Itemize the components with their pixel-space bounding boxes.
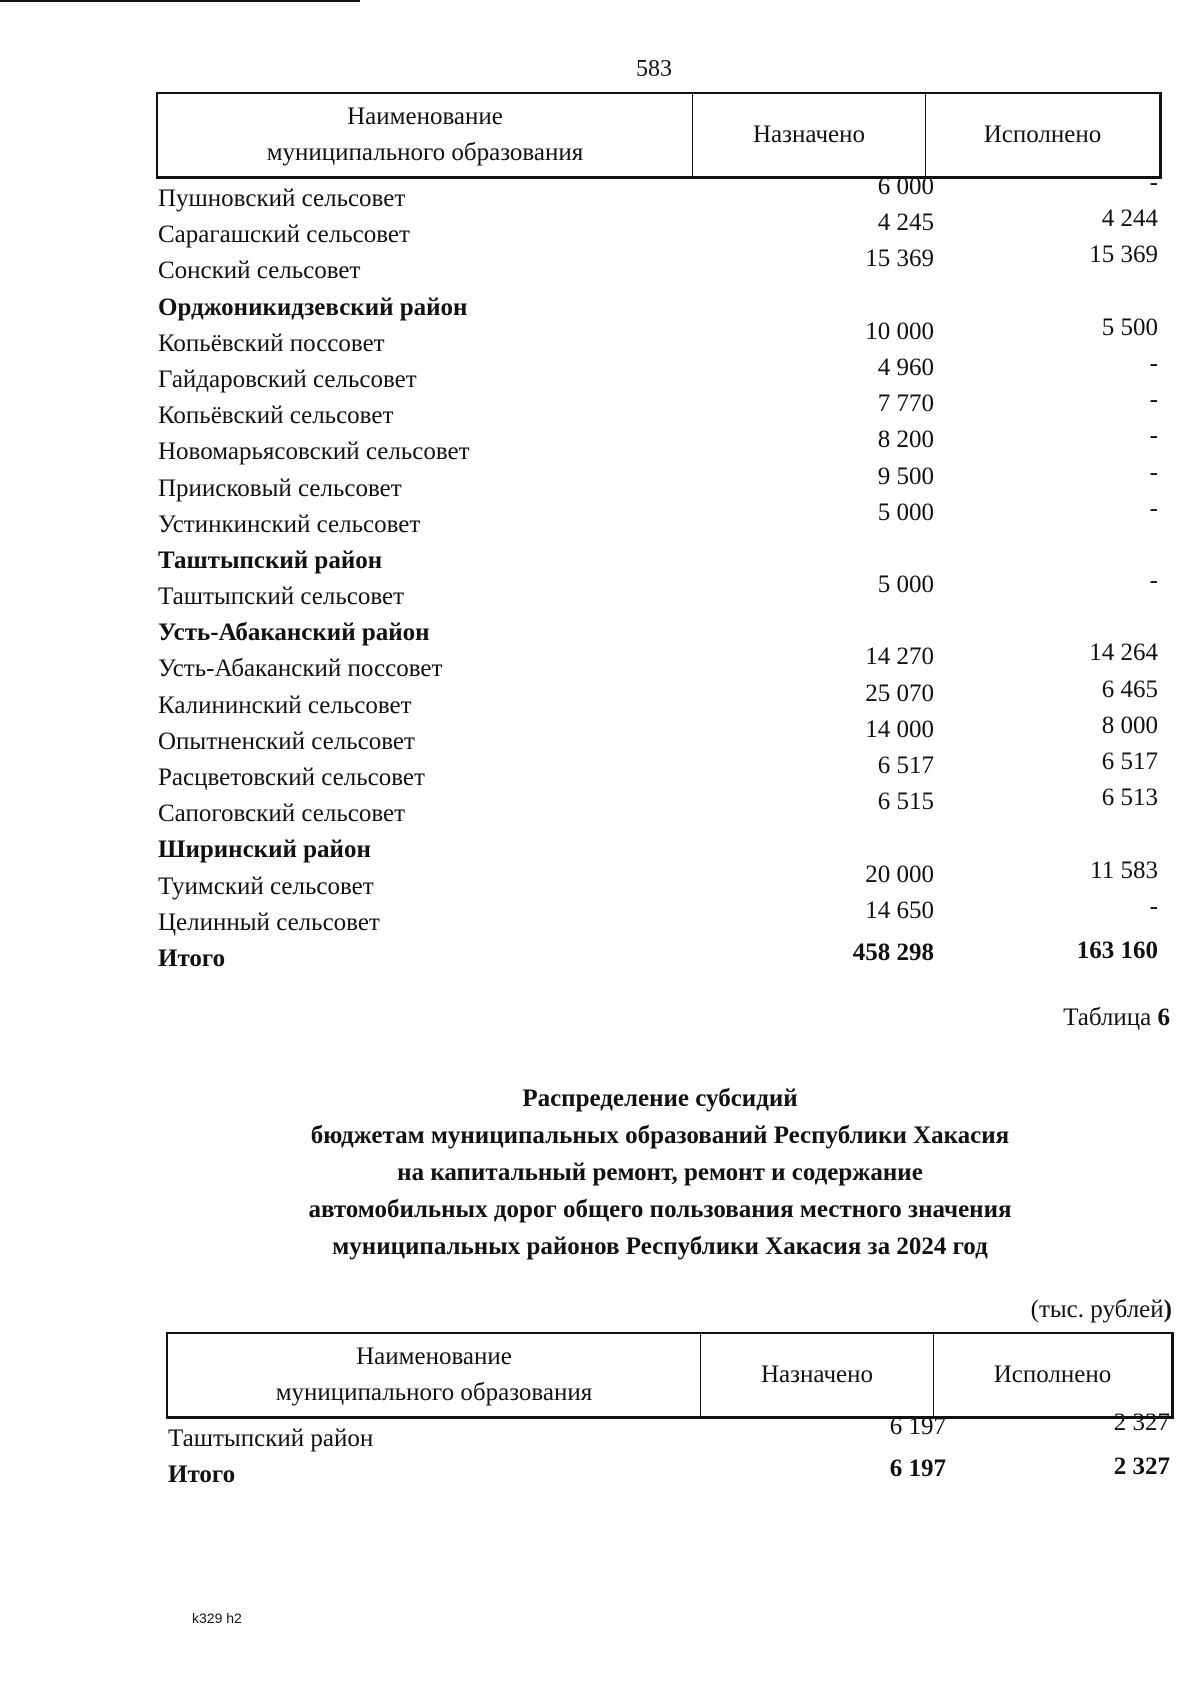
table-row bbox=[156, 567, 1162, 613]
title-line: Распределение субсидий bbox=[522, 1085, 798, 1112]
footer-code: k329 h2 bbox=[192, 1610, 242, 1626]
table-label-prefix: Таблица bbox=[1063, 1004, 1158, 1031]
table-2-body bbox=[166, 1409, 1174, 1491]
header-assigned: Назначено bbox=[693, 94, 926, 176]
table-row bbox=[156, 458, 1162, 505]
row-assigned: 5 000 bbox=[877, 498, 934, 526]
group-row bbox=[156, 288, 1162, 324]
row-assigned: 4 245 bbox=[877, 209, 934, 237]
row-assigned: 15 369 bbox=[865, 245, 934, 273]
row-name: Таштыпский район bbox=[158, 546, 383, 574]
row-name: Туимский сельсовет bbox=[158, 872, 374, 900]
row-assigned: 6 000 bbox=[877, 173, 934, 200]
row-executed: 6 517 bbox=[1101, 748, 1158, 775]
title-line: муниципальных районов Республики Хакасия за 2024 год bbox=[332, 1233, 988, 1260]
row-executed: 4 244 bbox=[1101, 205, 1158, 233]
row-executed: - bbox=[1149, 386, 1158, 414]
row-name: Опытненский сельсовет bbox=[158, 727, 415, 755]
row-name: Таштыпский сельсовет bbox=[158, 583, 404, 611]
header-assigned: Назначено bbox=[701, 1334, 934, 1416]
row-name: Пушновский сельсовет bbox=[158, 185, 406, 212]
header-name-cell bbox=[158, 94, 693, 176]
header-name-cell bbox=[168, 1334, 701, 1416]
table-row bbox=[156, 313, 1162, 360]
group-row bbox=[156, 541, 1162, 577]
page-number: 583 bbox=[636, 56, 672, 82]
row-executed: - bbox=[1149, 458, 1158, 486]
row-name: Копьёвский поссовет bbox=[158, 329, 385, 357]
row-name: Новомарьясовский сельсовет bbox=[158, 438, 470, 466]
row-name: Орджоникидзевский район bbox=[158, 293, 468, 321]
row-executed: 14 264 bbox=[1089, 639, 1158, 667]
row-name: Итого bbox=[168, 1461, 236, 1489]
row-executed: 2 327 bbox=[1113, 1409, 1170, 1436]
table-row bbox=[156, 784, 1162, 830]
title-line: на капитальный ремонт, ремонт и содержание bbox=[397, 1159, 923, 1186]
table-1 bbox=[156, 92, 1162, 975]
row-assigned: 20 000 bbox=[865, 860, 934, 888]
row-assigned: 14 270 bbox=[865, 643, 934, 671]
row-name: Устинкинский сельсовет bbox=[158, 510, 421, 538]
row-name: Ширинский район bbox=[158, 836, 371, 864]
row-assigned: 14 650 bbox=[865, 896, 934, 924]
table-label bbox=[1063, 1004, 1170, 1032]
header-name-line1: Наименование bbox=[356, 1343, 512, 1370]
row-executed: 163 160 bbox=[1076, 936, 1158, 964]
row-name: Целинный сельсовет bbox=[158, 908, 380, 936]
table-label-number: 6 bbox=[1157, 1004, 1170, 1031]
row-executed: 6 465 bbox=[1101, 675, 1158, 703]
row-assigned: 25 070 bbox=[865, 679, 934, 707]
table-row bbox=[156, 169, 1162, 215]
header-name-line1: Наименование bbox=[347, 103, 503, 130]
table-1-body bbox=[156, 169, 1162, 975]
top-rule bbox=[0, 0, 360, 2]
row-name: Итого bbox=[158, 944, 226, 972]
row-assigned: 8 200 bbox=[877, 426, 934, 454]
table-2 bbox=[166, 1332, 1174, 1491]
row-executed: 5 500 bbox=[1101, 313, 1158, 341]
units-close: ) bbox=[1163, 1296, 1172, 1323]
row-executed: - bbox=[1149, 494, 1158, 522]
group-row bbox=[156, 830, 1162, 866]
title-line: бюджетам муниципальных образований Республики Хакасия bbox=[310, 1122, 1010, 1149]
row-assigned: 14 000 bbox=[865, 715, 934, 743]
row-executed: 6 513 bbox=[1101, 784, 1158, 812]
row-assigned: 6 197 bbox=[889, 1413, 946, 1440]
table-row bbox=[156, 422, 1162, 468]
row-executed: 15 369 bbox=[1089, 241, 1158, 269]
row-executed: - bbox=[1149, 422, 1158, 450]
row-assigned: 7 770 bbox=[877, 390, 934, 418]
units-note bbox=[1031, 1296, 1172, 1324]
table-row bbox=[156, 856, 1162, 903]
row-assigned: 6 515 bbox=[877, 788, 934, 816]
row-name: Приисковый сельсовет bbox=[158, 474, 402, 502]
row-assigned: 9 500 bbox=[877, 462, 934, 490]
header-name-line2: муниципального образования bbox=[266, 139, 584, 166]
row-assigned: 10 000 bbox=[865, 317, 934, 345]
row-name: Калининский сельсовет bbox=[158, 691, 412, 719]
table-row bbox=[156, 241, 1162, 287]
table-row bbox=[156, 711, 1162, 758]
row-executed: 2 327 bbox=[1113, 1453, 1170, 1481]
table-row bbox=[166, 1409, 1174, 1455]
row-executed: - bbox=[1149, 892, 1158, 920]
table-row bbox=[156, 892, 1162, 939]
header-name-line2: муниципального образования bbox=[275, 1379, 593, 1406]
row-assigned: 4 960 bbox=[877, 353, 934, 381]
table-2-header bbox=[166, 1332, 1174, 1419]
row-executed: 8 000 bbox=[1101, 711, 1158, 739]
header-executed: Исполнено bbox=[993, 1361, 1112, 1388]
row-assigned: 6 517 bbox=[877, 752, 934, 779]
row-name: Усть-Абаканский район bbox=[158, 619, 430, 647]
row-name: Гайдаровский сельсовет bbox=[158, 365, 417, 393]
table-row bbox=[156, 639, 1162, 685]
header-executed: Исполнено bbox=[983, 121, 1102, 148]
row-name: Сонский сельсовет bbox=[158, 257, 361, 285]
total-row bbox=[156, 936, 1162, 975]
row-executed: 11 583 bbox=[1090, 856, 1158, 884]
row-assigned: 5 000 bbox=[877, 571, 934, 599]
total-row bbox=[166, 1455, 1174, 1491]
group-row bbox=[156, 613, 1162, 649]
table-row bbox=[156, 205, 1162, 251]
units-text: (тыс. рублей bbox=[1030, 1296, 1164, 1323]
row-executed: - bbox=[1149, 567, 1158, 595]
table-2-title bbox=[230, 1080, 1090, 1265]
table-row bbox=[156, 349, 1162, 396]
table-row bbox=[156, 386, 1162, 432]
row-assigned: 458 298 bbox=[852, 938, 934, 966]
table-row bbox=[156, 675, 1162, 722]
table-row bbox=[156, 494, 1162, 541]
row-name: Сапоговский сельсовет bbox=[158, 800, 406, 828]
title-line: автомобильных дорог общего пользования местного значения bbox=[308, 1196, 1012, 1223]
row-name: Расцветовский сельсовет bbox=[158, 764, 425, 791]
table-row bbox=[156, 748, 1162, 794]
row-executed: - bbox=[1149, 349, 1158, 377]
row-name: Усть-Абаканский поссовет bbox=[158, 655, 443, 683]
row-name: Сарагашский сельсовет bbox=[158, 221, 410, 249]
row-name: Таштыпский район bbox=[168, 1425, 374, 1452]
row-name: Копьёвский сельсовет bbox=[158, 402, 394, 430]
row-executed: - bbox=[1149, 169, 1158, 196]
table-1-header bbox=[156, 92, 1162, 179]
row-assigned: 6 197 bbox=[889, 1455, 946, 1483]
